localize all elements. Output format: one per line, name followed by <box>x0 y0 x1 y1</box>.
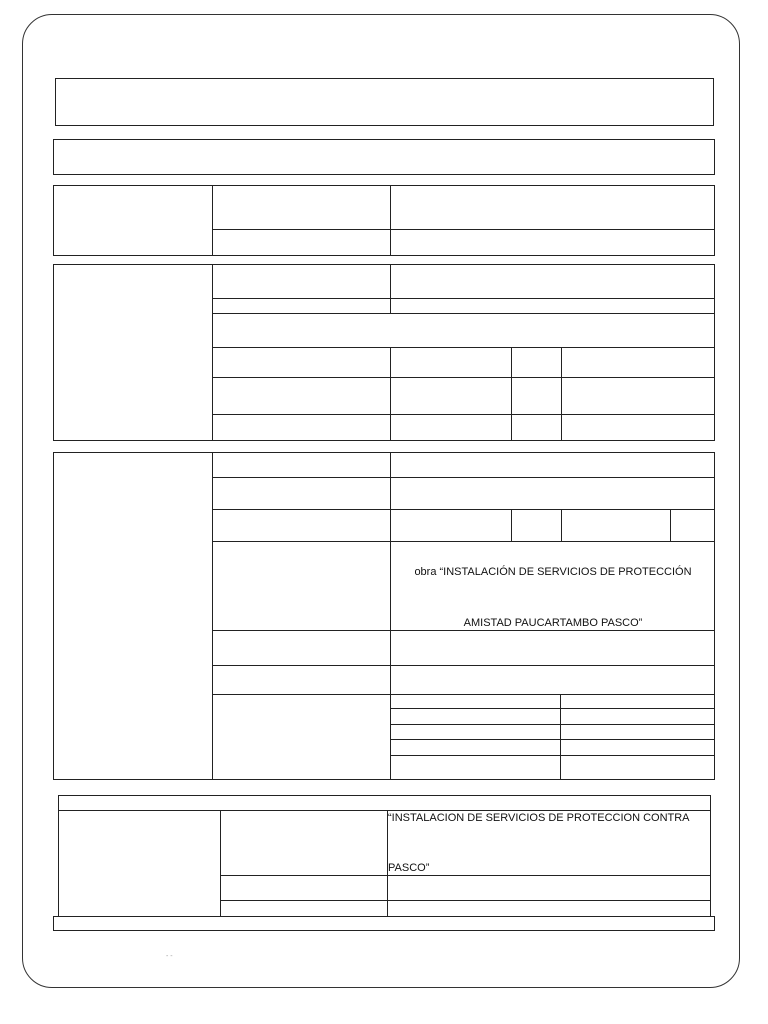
obra-text-line-2: AMISTAD PAUCARTAMBO PASCO” <box>463 617 643 629</box>
divider <box>390 708 715 709</box>
divider <box>670 509 671 541</box>
project-text-line-2: PASCO” <box>388 862 430 874</box>
divider <box>212 298 715 299</box>
divider <box>212 630 715 631</box>
divider <box>220 900 711 901</box>
divider <box>390 452 391 780</box>
divider <box>390 264 391 313</box>
divider <box>390 347 391 441</box>
divider <box>212 229 715 230</box>
divider <box>511 347 512 441</box>
subtitle-box <box>53 139 715 175</box>
title-box <box>55 78 714 126</box>
divider <box>511 509 512 541</box>
divider <box>561 509 562 541</box>
divider <box>212 694 715 695</box>
section-3-border <box>53 452 715 780</box>
divider <box>212 541 715 542</box>
section-1-border <box>53 185 715 256</box>
divider <box>212 414 715 415</box>
divider <box>390 739 715 740</box>
divider <box>212 313 715 314</box>
divider <box>212 509 715 510</box>
divider <box>212 185 213 256</box>
divider <box>390 755 715 756</box>
divider <box>561 347 562 441</box>
obra-text-line-1: obra “INSTALACIÓN DE SERVICIOS DE PROTECCIÓN <box>414 566 692 578</box>
divider <box>390 724 715 725</box>
page-mark: - - <box>166 953 173 960</box>
divider <box>220 875 711 876</box>
divider <box>212 477 715 478</box>
project-text-line-1: “INSTALACION DE SERVICIOS DE PROTECCION CONTRA <box>388 812 690 824</box>
divider <box>390 185 391 256</box>
divider <box>212 452 213 780</box>
footer-strip <box>53 916 715 931</box>
divider <box>560 694 561 780</box>
divider <box>58 810 711 811</box>
divider <box>212 377 715 378</box>
divider <box>212 665 715 666</box>
divider <box>212 347 715 348</box>
